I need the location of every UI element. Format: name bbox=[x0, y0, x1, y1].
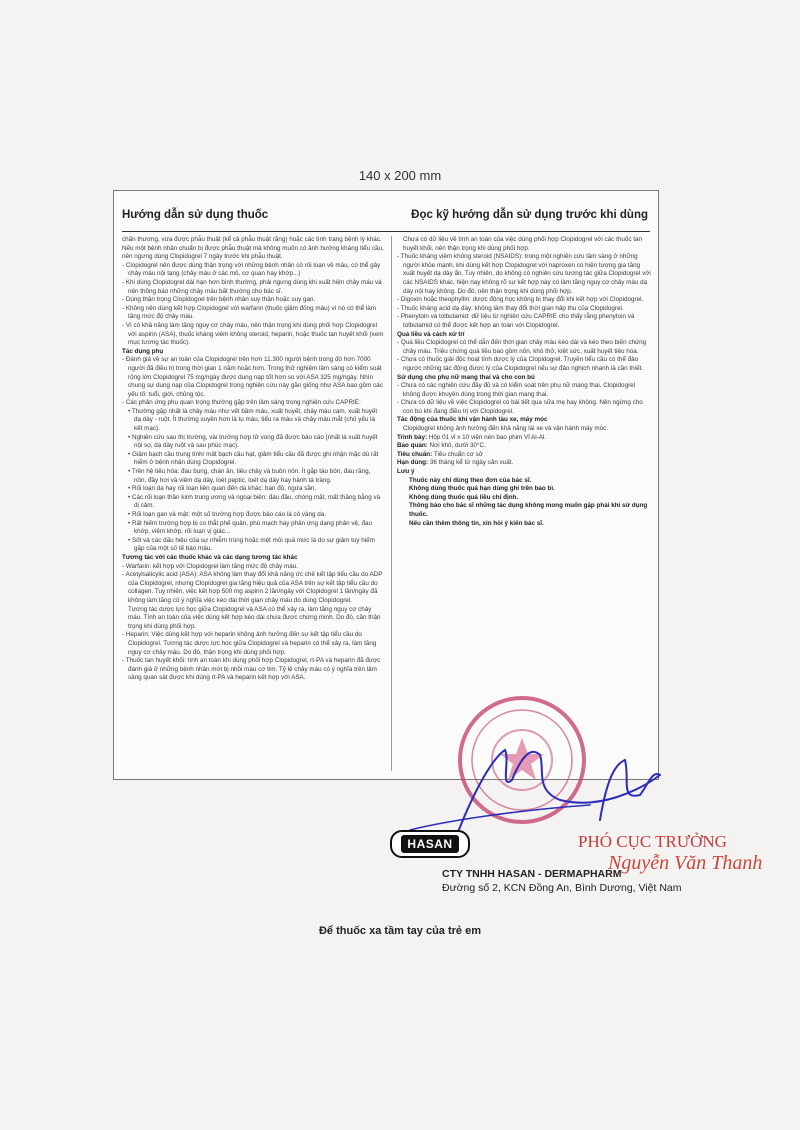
paragraph: - Vì có khả năng làm tăng nguy cơ chảy máu, nên thận trọng khi dùng phối hợp Clopidogrel với aspirin (ASA), thuốc kháng viêm không steroid, heparin, hoặc thuốc tan huyết khối (xem mục tương tác thuốc). bbox=[122, 321, 384, 347]
caution-line: Thuốc này chỉ dùng theo đơn của bác sĩ. bbox=[409, 476, 532, 484]
paragraph: - Chưa có thuốc giải độc hoạt tính dược lý của Clopidogrel. Truyền tiểu cầu có thể đảo ngược những tác động được lý của Clopidogrel nếu sự đảo nghịch nhanh là cần thiết. bbox=[397, 356, 644, 372]
spec-key: Bảo quản: bbox=[397, 442, 428, 450]
leaflet-title-left: Hướng dẫn sử dụng thuốc bbox=[122, 209, 269, 221]
leaflet-title-right: Đọc kỹ hướng dẫn sử dụng trước khi dùng bbox=[411, 209, 648, 221]
paragraph: • Rất hiếm trường hợp bị co thắt phế quản, phù mạch hay phản ứng dạng phản vệ, đau khớp, viêm khớp, rối loạn vị giác... bbox=[128, 519, 372, 536]
paragraph: • Rối loạn gan và mật: một số trường hợp được báo cáo là có vàng da. bbox=[128, 511, 327, 518]
paragraph: Chưa có dữ liệu về tính an toàn của việc dùng phối hợp Clopidogrel với các thuốc tan huyết khối, nên thận trọng khi dùng phối hợp. bbox=[403, 236, 642, 252]
section-heading: Quá liều và cách xử trí bbox=[397, 330, 465, 338]
spec-key: Hạn dùng: bbox=[397, 459, 429, 467]
paragraph: • Sốt và các dấu hiệu của sự nhiễm trùng hoặc mệt mỏi quá mức là do sự giảm tuy hiếm gặp của một số tế bào máu. bbox=[128, 536, 375, 553]
size-label: 140 x 200 mm bbox=[358, 168, 442, 183]
caution-line: Thông báo cho bác sĩ những tác dụng không mong muốn gặp phải khi sử dụng thuốc. bbox=[409, 502, 648, 518]
section-heading: Tác động của thuốc khi vận hành tàu xe, máy móc bbox=[397, 416, 548, 424]
paragraph: - Khi dùng Clopidogrel dài hạn hơn bình thường, phải ngưng dùng khi xuất hiện chảy máu và nên thông báo những chảy máu bất thường cho bác sĩ. bbox=[122, 278, 382, 295]
company-name: CTY TNHH HASAN - DERMAPHARM bbox=[442, 868, 622, 880]
spec-value: Tiêu chuẩn cơ sở bbox=[432, 450, 483, 458]
spec-key: Trình bày: bbox=[397, 433, 428, 441]
paragraph: • Trên hệ tiêu hóa: đau bụng, chán ăn, tiêu chảy và buồn nôn. Ít gặp táo bón, đau răng, nôn, đầy hơi và viêm dạ dày, loét peptic, loét dạ dày hay hành tá tràng. bbox=[128, 468, 371, 484]
paragraph: - Không nên dùng kết hợp Clopidogrel với warfarin (thuốc giảm đông máu) vì nó có thể làm tăng mức độ chảy máu. bbox=[122, 304, 376, 321]
paragraph: - Heparin: Việc dùng kết hợp với heparin không ảnh hưởng đến sự kết tập tiểu cầu do Clopidogrel. Tương tác dược lực học giữa Clopidogrel và heparin có thể xảy ra, làm tăng nguy cơ chảy máu. Do đó, thận trọng khi dùng phối hợp. bbox=[122, 631, 377, 656]
paragraph: - Thuốc kháng viêm không steroid (NSAIDS): trong một nghiên cứu lâm sàng ở những người khỏe mạnh, khi dùng kết hợp Clopidogrel với naproxen có hiện tượng gia tăng xuất huyết dạ dày ẩn. Tuy nhiên, do không có nghiên cứu tương tác giữa Clopidogrel với các NSAIDS khác, hiện nay không rõ sự kết hợp này có làm tăng nguy cơ chảy máu dạ dày nội hay không. Do đó, nên thận trọng khi dùng phối hợp. bbox=[397, 253, 651, 295]
paragraph: - Các phản ứng phụ quan trọng thường gặp trên lâm sàng trong nghiên cứu CAPRIE: bbox=[122, 399, 361, 407]
paragraph: Tương tác dược lực học giữa Clopidogrel và ASA có thể xảy ra, làm tăng nguy cơ chảy máu. Tính an toàn của việc dùng kết hợp kéo dài chưa được chứng minh. Do đó, cần thận trọng khi dùng phối hợp. bbox=[128, 605, 381, 630]
signer-name: Nguyễn Văn Thanh bbox=[608, 852, 763, 874]
paragraph: - Dùng thận trọng Clopidogrel trên bệnh nhân suy thận hoặc suy gan. bbox=[122, 296, 316, 304]
header-divider bbox=[122, 231, 650, 232]
paragraph: - Quá liều Clopidogrel có thể dẫn đến thời gian chảy máu kéo dài và kéo theo biến chứng chảy máu. Triệu chứng quá liều bao gồm nôn, khó thở, kiệt sức, xuất huyết tiêu hóa. bbox=[397, 339, 647, 355]
official-stamp bbox=[452, 690, 592, 830]
paragraph: - Acetylsalicylic acid (ASA): ASA không làm thay đổi khả năng ức chế kết tập tiểu cầu do ADP của Clopidogrel, nhưng Clopidogrel gia tăng hiệu quả của ASA trên sự kết tập tiểu cầu do collagen. Tuy nhiên, việc kết hợp 500 mg aspirin 2 lần/ngày với Clopidogrel 1 lần/ngày đã không làm tăng có ý nghĩa việc kéo dài thời gian chảy máu do dùng Clopidogrel. bbox=[122, 571, 383, 604]
paragraph: • Thường gặp nhất là chảy máu như vết bầm máu, xuất huyết, chảy máu cam, xuất huyết dạ dày - ruột. Ít thường xuyên hơn là tụ máu, tiểu ra máu và chảy máu mắt (chủ yếu là kết mạc). bbox=[128, 407, 378, 433]
spec-key: Tiêu chuẩn: bbox=[397, 450, 433, 458]
paragraph: • Các rối loạn thần kinh trung ương và ngoại biên: đau đầu, chóng mặt, mất thăng bằng và dị cảm. bbox=[128, 493, 381, 510]
paragraph: chấn thương, vừa được phẫu thuật (kể cả phẫu thuật răng) hoặc các tình trạng bệnh lý khác. Nếu một bệnh nhân chuẩn bị được phẫu thuật mà không muốn có ảnh hưởng kháng tiểu cầu, nên ngưng dùng Clopidogrel 7 ngày trước khi phẫu thuật. bbox=[122, 236, 384, 261]
paragraph: - Chưa có dữ liệu về việc Clopidogrel có bài tiết qua sữa mẹ hay không. Nên ngừng cho con bú khi đang điều trị với Clopidogrel. bbox=[397, 399, 643, 415]
left-column bbox=[122, 236, 384, 683]
paragraph: - Clopidogrel nên được dùng thận trọng với những bệnh nhân có rối loạn về máu, có thể gây chảy máu nội tạng (chảy máu ở các mô, cơ quan hay khớp...) bbox=[122, 261, 381, 278]
spec-line bbox=[397, 434, 652, 443]
caution-line: Không dùng thuốc quá liều chỉ định. bbox=[409, 493, 519, 501]
spec-value: 36 tháng kể từ ngày sản xuất. bbox=[428, 459, 514, 467]
spec-value: Hộp 01 vỉ x 10 viên nén bao phim Vỉ Al-Al. bbox=[427, 433, 547, 441]
logo-text: HASAN bbox=[401, 835, 458, 853]
section-heading: Lưu ý bbox=[397, 468, 415, 476]
paragraph: - Chưa có các nghiên cứu đầy đủ và có kiểm soát trên phụ nữ mang thai, Clopidogrel không được khuyên dùng trong thời gian mang thai. bbox=[397, 382, 636, 398]
spec-value: Nơi khô, dưới 30°C. bbox=[427, 442, 486, 450]
section-heading: Sử dụng cho phụ nữ mang thai và cho con bú bbox=[397, 373, 535, 381]
spec-line bbox=[397, 459, 652, 468]
caution-line: Không dùng thuốc quá hạn dùng ghi trên bao bì. bbox=[409, 485, 555, 493]
caution-line: Nếu cần thêm thông tin, xin hỏi ý kiến bác sĩ. bbox=[409, 519, 544, 527]
right-column bbox=[397, 236, 652, 528]
section-heading: Tác dụng phụ bbox=[122, 347, 164, 355]
hasan-logo bbox=[390, 830, 470, 858]
paragraph: - Digoxin hoặc theophyllin: dược động học không bị thay đổi khi kết hợp với Clopidogrel. bbox=[397, 296, 644, 304]
paragraph: Clopidogrel không ảnh hưởng đến khả năng lái xe và vận hành máy móc. bbox=[403, 425, 609, 433]
paragraph: • Nghiên cứu sau thị trường, vài trường hợp tử vong đã được báo cáo (nhất là xuất huyết nội sọ, dạ dày ruột và sau phúc mạc). bbox=[128, 433, 378, 450]
column-divider bbox=[391, 236, 392, 771]
official-title: PHÓ CỤC TRƯỞNG bbox=[578, 832, 727, 851]
paragraph: - Warfarin: kết hợp với Clopidogrel làm tăng mức độ chảy máu. bbox=[122, 562, 299, 570]
paragraph: - Thuốc tan huyết khối: tính an toàn khi dùng phối hợp Clopidogrel, rt-PA và heparin đã được đánh giá ở những bệnh nhân mới bị nhồi máu cơ tim. Tỷ lệ chảy máu có ý nghĩa trên lâm sàng quan sát được khi dùng rt-PA và heparin kết hợp với ASA. bbox=[122, 657, 381, 682]
paragraph: - Phenytoin và tolbutamid: dữ liệu từ nghiên cứu CAPRIE cho thấy rằng phenytoin và tolbutamid có thể được kết hợp an toàn với Clopidogrel. bbox=[397, 313, 635, 329]
keep-away-warning: Để thuốc xa tầm tay của trẻ em bbox=[318, 925, 481, 937]
paragraph: • Giảm bạch cầu trung tính/ mất bạch cầu hạt, giảm tiểu cầu đã được ghi nhận mặc dù rất hiếm ở bệnh nhân dùng Clopidogrel. bbox=[128, 450, 379, 467]
spec-line bbox=[397, 442, 652, 451]
section-heading: Tương tác với các thuốc khác và các dạng tương tác khác bbox=[122, 553, 298, 561]
company-address: Đường số 2, KCN Đồng An, Bình Dương, Việt Nam bbox=[442, 882, 682, 894]
paragraph: • Rối loạn da hay rối loạn liên quan đến da khác: ban đỏ, ngứa sần. bbox=[128, 485, 317, 493]
paragraph: - Đánh giá về sự an toàn của Clopidogrel trên hơn 11.300 người bệnh trong đó hơn 7000 người đã điều trị trong thời gian 1 năm hoặc hơn. Trong thử nghiệm lâm sàng có kiểm soát rộng lớn Clopidogrel 75 mg/ngày được dung nạp tốt hơn so với ASA 325 mg/ngày. Nhìn chung sự dung nạp của Clopidogrel trong nghiên cứu này gần giống như ASA bao gồm các yếu tố: tuổi, giới, chủng tộc. bbox=[122, 356, 383, 398]
paragraph: - Thuốc kháng acid dạ dày: không làm thay đổi thời gian hấp thu của Clopidogrel. bbox=[397, 304, 624, 312]
